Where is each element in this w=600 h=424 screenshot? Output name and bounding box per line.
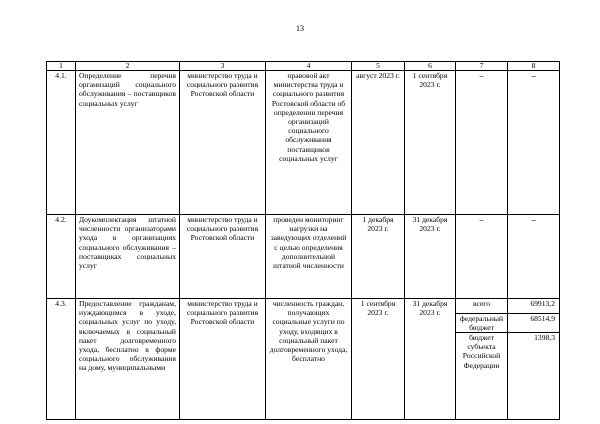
funding-source-total: всего: [456, 299, 507, 314]
start-date: 1 декабря 2023 г.: [352, 215, 405, 299]
expected-result: численность граждан, получающих социальные услуги по уходу, входящих в социальный пакет долговременного ухода, бесплатно: [266, 299, 352, 420]
funding-source-regional: бюджет субъекта Российской Федерации: [462, 333, 501, 370]
table-row: [47, 299, 560, 420]
funding-source: –: [456, 215, 508, 299]
header-cell: 6: [405, 62, 456, 71]
header-cell: 4: [266, 62, 352, 71]
header-cell: 2: [76, 62, 180, 71]
table-row: [47, 215, 560, 299]
funding-amount-total: 69913,2: [508, 299, 559, 314]
funding-amount: –: [508, 215, 560, 299]
responsible-executor: министерство труда и социального развития Ростовской области: [180, 299, 266, 420]
table-header-row: [47, 62, 560, 71]
funding-source-cell: [456, 299, 508, 420]
header-cell: 5: [352, 62, 405, 71]
row-number: 4.3.: [47, 299, 76, 420]
end-date: 31 декабря 2023 г.: [405, 215, 456, 299]
header-cell: 8: [508, 62, 560, 71]
header-cell: 3: [180, 62, 266, 71]
funding-source-federal: федеральный бюджет: [456, 314, 507, 333]
start-date: август 2023 г.: [352, 71, 405, 215]
funding-amount-regional: 1398,3: [534, 333, 555, 342]
row-number: 4.2.: [47, 215, 76, 299]
end-date: 1 сентября 2023 г.: [405, 71, 456, 215]
responsible-executor: министерство труда и социального развития Ростовской области: [180, 71, 266, 215]
funding-amount-federal: 68514,9: [508, 314, 559, 333]
funding-amount: –: [508, 71, 560, 215]
expected-result: проведен мониторинг нагрузки на заведующих отделений с целью определения дополнительной штатной численности: [266, 215, 352, 299]
activity-name: Определение перечня организаций социального обслуживания – поставщиков социальных услуг: [76, 71, 180, 215]
activity-name: Доукомплектация штатной численности организаторами ухода в организациях социального обслуживания – поставщиках социальных услуг: [76, 215, 180, 299]
activity-name: Предоставление гражданам, нуждающимся в уходе, социальных услуг по уходу, включаемых в социальный пакет долговременного ухода, бесплатно в форме социального обслуживания на дому, муниципальными: [76, 299, 180, 420]
funding-source: –: [456, 71, 508, 215]
row-number: 4.1.: [47, 71, 76, 215]
action-plan-table: [46, 61, 560, 420]
responsible-executor: министерство труда и социального развития Ростовской области: [180, 215, 266, 299]
end-date: 31 декабря 2023 г.: [405, 299, 456, 420]
page-number: 13: [296, 24, 304, 33]
funding-amount-cell: [508, 299, 560, 420]
table-row: [47, 71, 560, 215]
expected-result: правовой акт министерства труда и социального развития Ростовской области об определении перечня организаций социального обслуживания поставщиков социальных услуг: [266, 71, 352, 215]
header-cell: 1: [47, 62, 76, 71]
start-date: 1 сентября 2023 г.: [352, 299, 405, 420]
header-cell: 7: [456, 62, 508, 71]
